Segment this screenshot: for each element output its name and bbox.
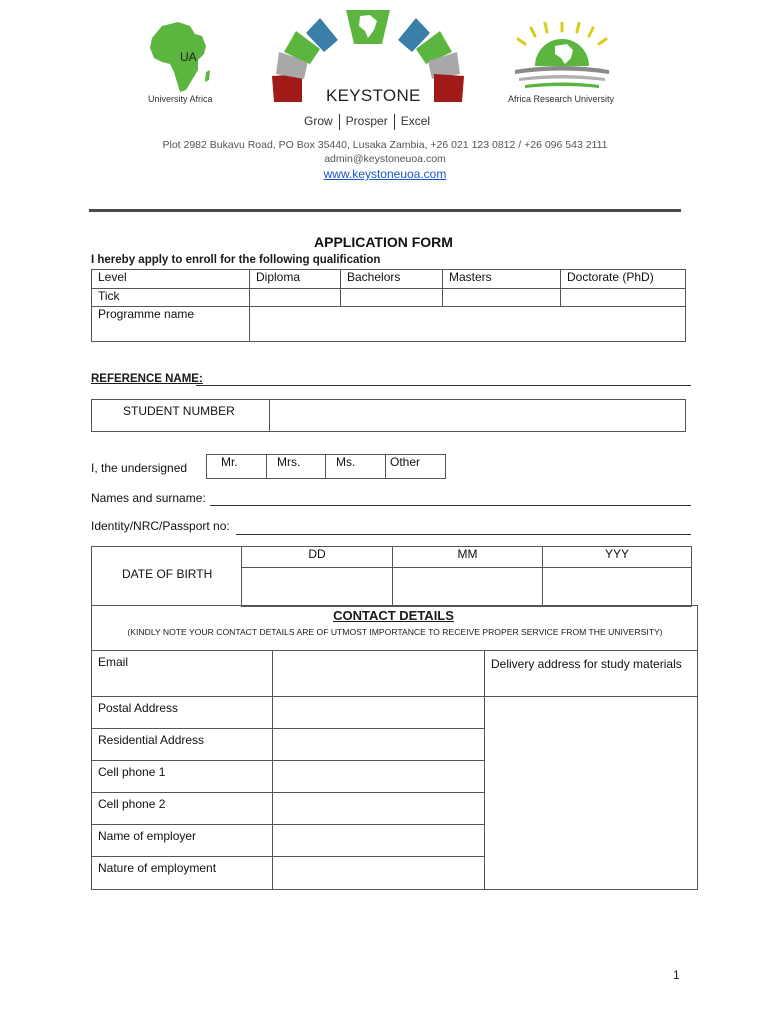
email-field[interactable] [273, 651, 485, 697]
residential-address-field[interactable] [273, 729, 485, 761]
level-diploma: Diploma [250, 270, 341, 289]
contact-table [91, 650, 698, 890]
africa-research-caption: Africa Research University [508, 94, 615, 104]
level-doctorate: Doctorate (PhD) [561, 270, 686, 289]
student-number-table [91, 399, 686, 432]
africa-research-university-logo [505, 22, 620, 112]
title-mrs[interactable]: Mrs. [267, 455, 326, 479]
email-label: Email [92, 651, 273, 697]
id-label: Identity/NRC/Passport no: [91, 519, 230, 533]
tick-doctorate-cell[interactable] [561, 289, 686, 307]
dob-dd-header: DD [242, 547, 393, 568]
dob-yyy-field[interactable] [543, 568, 692, 607]
level-masters: Masters [443, 270, 561, 289]
student-number-label: STUDENT NUMBER [92, 400, 270, 432]
form-title: APPLICATION FORM [314, 234, 453, 250]
residential-address-label: Residential Address [92, 729, 273, 761]
title-options-table [206, 454, 446, 479]
names-label: Names and surname: [91, 491, 206, 505]
employer-name-field[interactable] [273, 825, 485, 857]
sunrise-book-icon [505, 22, 620, 94]
undersigned-label: I, the undersigned [91, 461, 188, 475]
row-label-level: Level [92, 270, 250, 289]
page-number: 1 [673, 968, 680, 982]
keystone-logo [262, 6, 474, 131]
address-line: Plot 2982 Bukavu Road, PO Box 35440, Lusaka Zambia, +26 021 123 0812 / +26 096 543 2111 [162, 139, 608, 151]
tick-diploma-cell[interactable] [250, 289, 341, 307]
id-field[interactable] [236, 534, 691, 535]
delivery-address-field[interactable] [485, 697, 698, 890]
dob-label: DATE OF BIRTH [122, 567, 213, 581]
motto-grow: Grow [304, 114, 333, 129]
contact-note: (KINDLY NOTE YOUR CONTACT DETAILS ARE OF UTMOST IMPORTANCE TO RECEIVE PROPER SERVICE FROM THE UNIVERSITY) [127, 627, 663, 637]
title-other[interactable]: Other [386, 455, 446, 479]
keystone-motto [304, 114, 430, 130]
cell-phone-2-field[interactable] [273, 793, 485, 825]
postal-address-field[interactable] [273, 697, 485, 729]
reference-name-label: REFERENCE NAME: [91, 373, 203, 385]
cell-phone-2-label: Cell phone 2 [92, 793, 273, 825]
row-label-programme: Programme name [92, 307, 250, 342]
cell-phone-1-field[interactable] [273, 761, 485, 793]
programme-name-field[interactable] [250, 307, 686, 342]
qualification-table [91, 269, 686, 342]
postal-address-label: Postal Address [92, 697, 273, 729]
title-mr[interactable]: Mr. [207, 455, 267, 479]
level-bachelors: Bachelors [341, 270, 443, 289]
tick-bachelors-cell[interactable] [341, 289, 443, 307]
dob-table [241, 546, 692, 607]
dob-mm-field[interactable] [393, 568, 543, 607]
university-africa-logo [140, 20, 220, 110]
row-label-tick: Tick [92, 289, 250, 307]
motto-prosper: Prosper [345, 114, 388, 129]
dob-mm-header: MM [393, 547, 543, 568]
employment-nature-field[interactable] [273, 857, 485, 890]
university-africa-caption: University Africa [148, 94, 213, 104]
form-intro: I hereby apply to enroll for the following qualification [91, 254, 381, 266]
motto-excel: Excel [400, 114, 431, 129]
website-link[interactable]: www.keystoneuoa.com [323, 167, 447, 181]
reference-name-field[interactable] [196, 385, 691, 386]
ua-initials: UA [180, 50, 197, 64]
email-line: admin@keystoneuoa.com [324, 153, 446, 165]
delivery-address-label: Delivery address for study materials [485, 651, 698, 697]
title-ms[interactable]: Ms. [326, 455, 386, 479]
tick-masters-cell[interactable] [443, 289, 561, 307]
employment-nature-label: Nature of employment [92, 857, 273, 890]
dob-yyy-header: YYY [543, 547, 692, 568]
employer-name-label: Name of employer [92, 825, 273, 857]
header-divider [89, 209, 681, 212]
keystone-name: KEYSTONE [326, 86, 421, 105]
dob-dd-field[interactable] [242, 568, 393, 607]
names-field[interactable] [210, 505, 691, 506]
cell-phone-1-label: Cell phone 1 [92, 761, 273, 793]
contact-heading: CONTACT DETAILS [333, 608, 454, 623]
student-number-field[interactable] [270, 400, 686, 432]
